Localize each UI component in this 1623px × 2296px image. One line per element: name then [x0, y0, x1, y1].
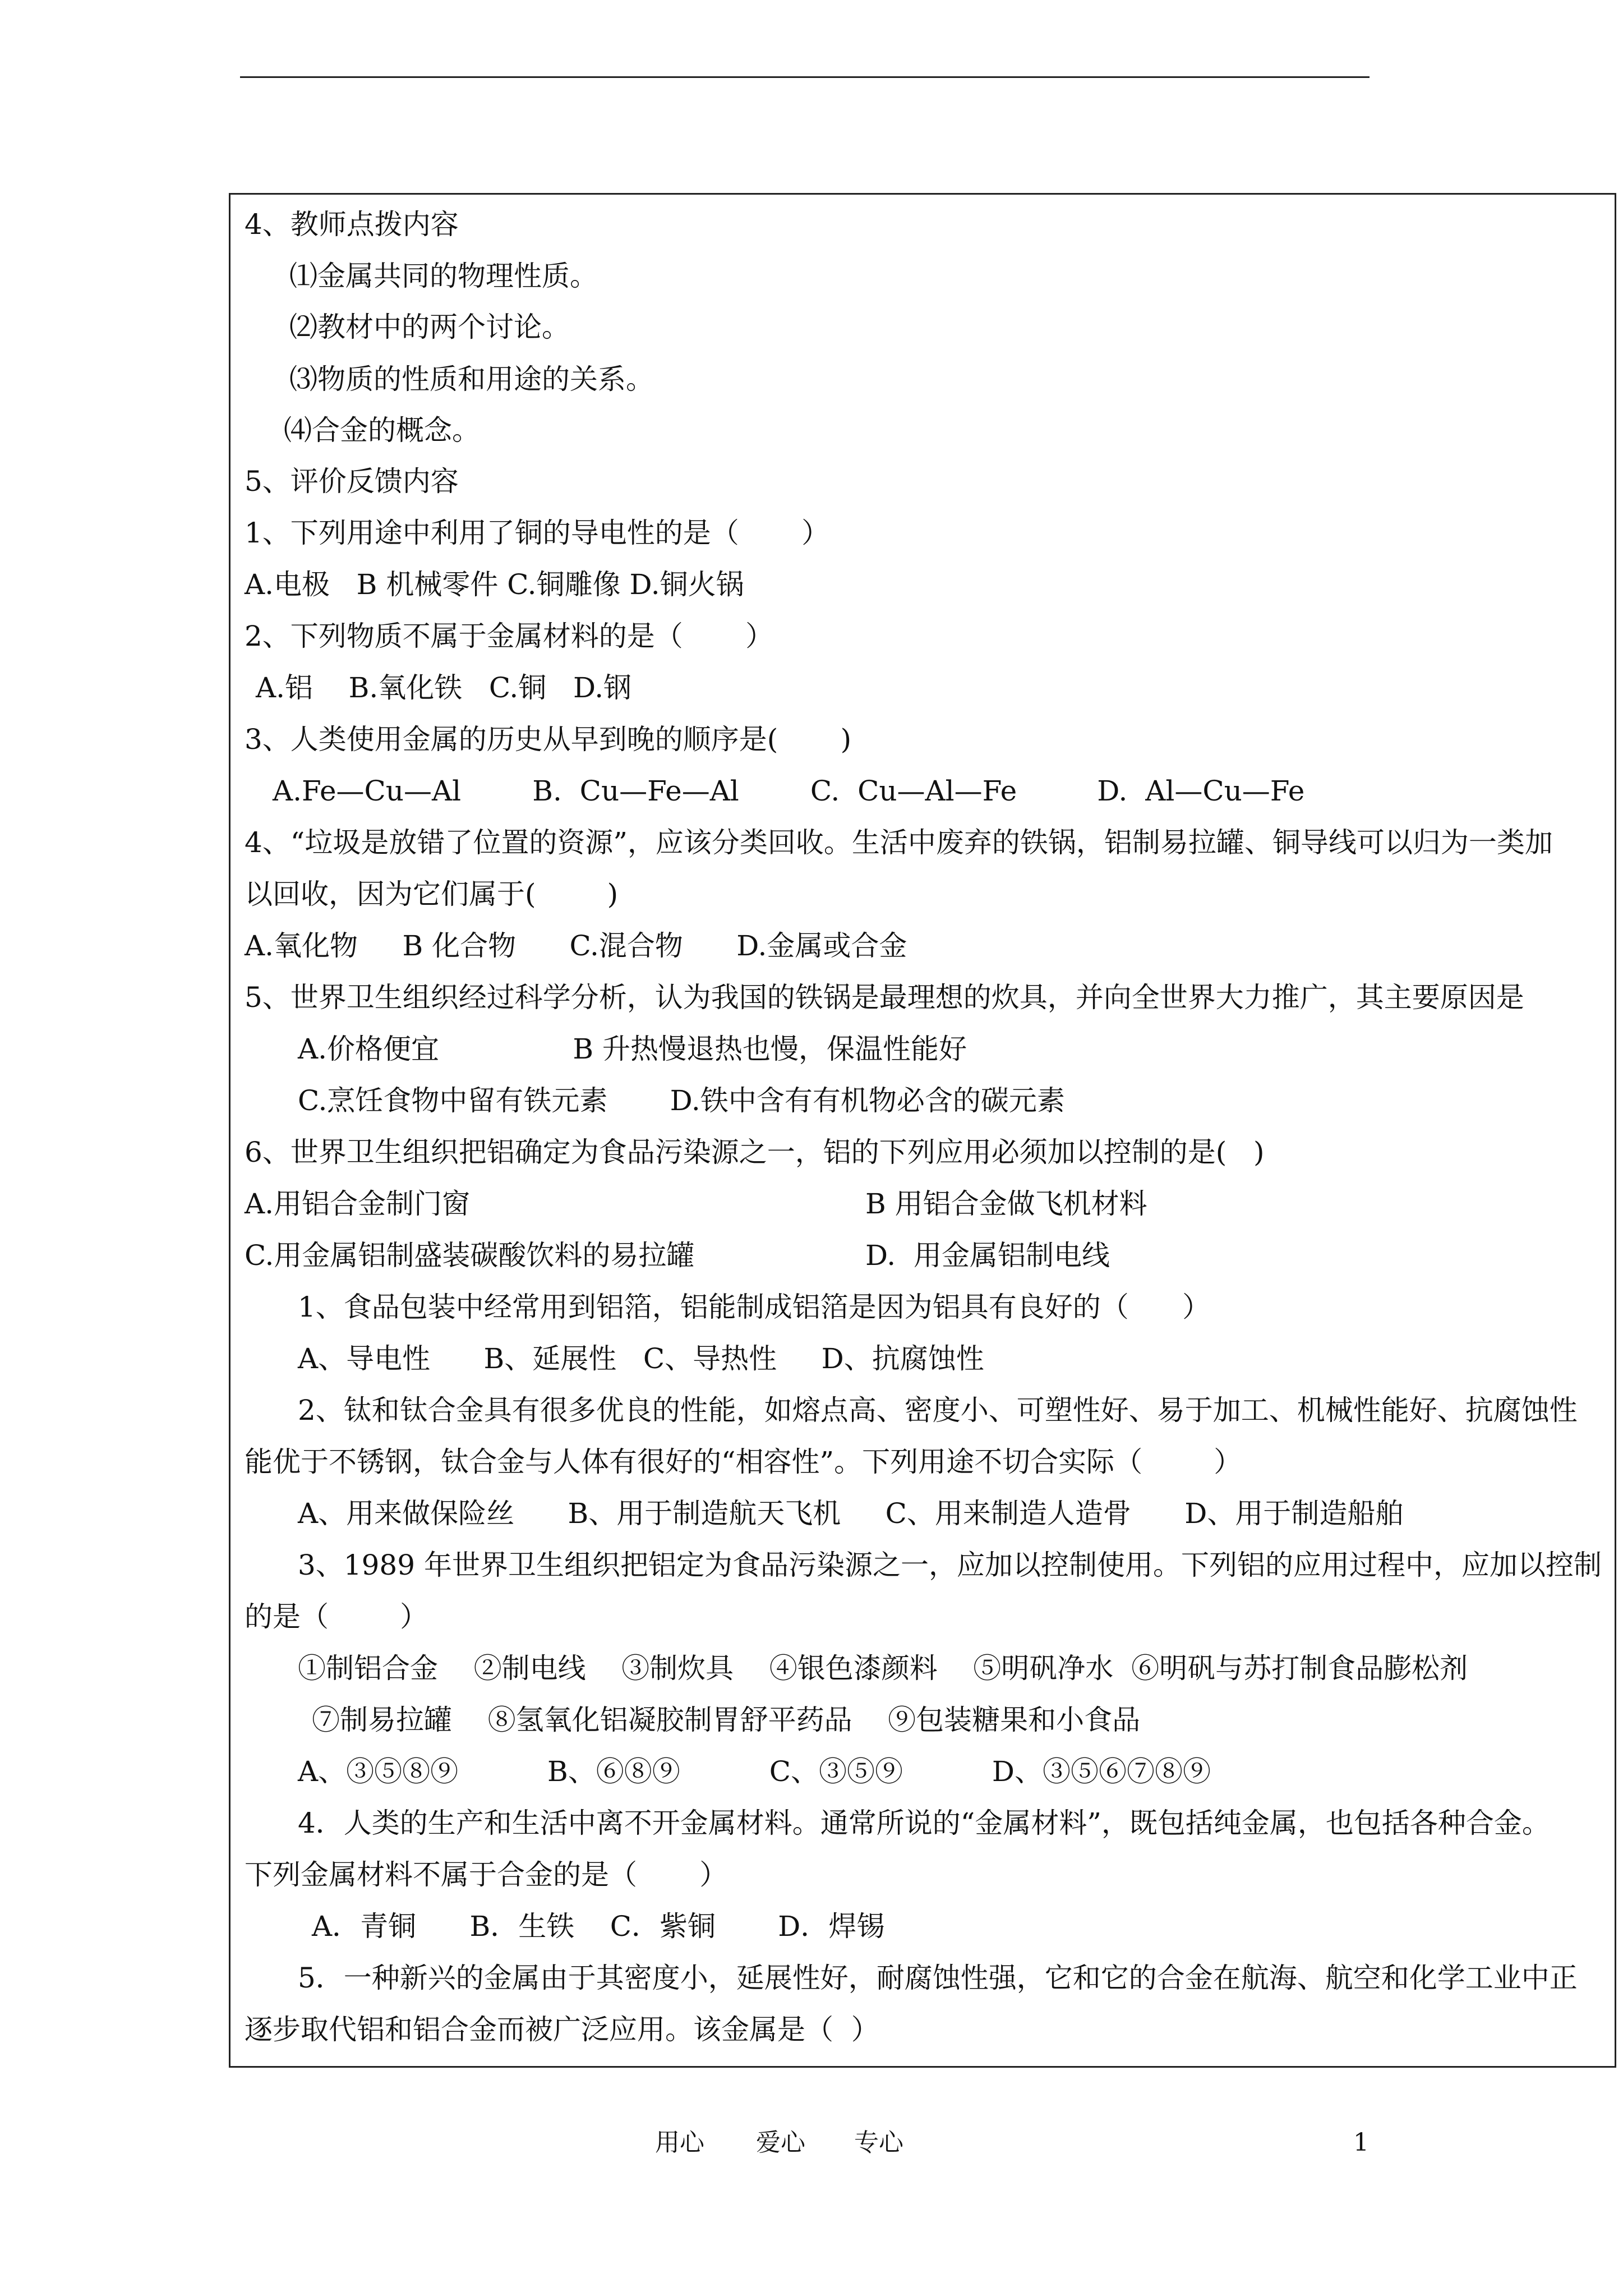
- options-line: A.Fe—Cu—Al B. Cu—Fe—Al C. Cu—Al—Fe D. Al—Cu—Fe: [273, 775, 1305, 807]
- question-line: 5．一种新兴的金属由于其密度小，延展性好，耐腐蚀性强，它和它的合金在航海、航空和化学工业中正: [298, 1962, 1578, 1994]
- question-line: 2、下列物质不属于金属材料的是（ ）: [245, 620, 774, 652]
- options-line: A、导电性 B、延展性 C、导热性 D、抗腐蚀性: [298, 1342, 984, 1375]
- section-heading-evaluation: 5、评价反馈内容: [245, 465, 459, 498]
- text-line: ⑶物质的性质和用途的关系。: [289, 363, 654, 395]
- text-line: ⑴金属共同的物理性质。: [289, 260, 598, 292]
- footer-motto-center: 爱心: [756, 2128, 805, 2157]
- options-line: A．青铜 B．生铁 C．紫铜 D．焊锡: [312, 1910, 885, 1943]
- question-line: 6、世界卫生组织把铝确定为食品污染源之一，铝的下列应用必须加以控制的是( ): [245, 1136, 1265, 1168]
- option-b: B 用铝合金做飞机材料: [865, 1188, 1147, 1220]
- items-line: ①制铝合金 ②制电线 ③制炊具 ④银色漆颜料 ⑤明矾净水 ⑥明矾与苏打制食品膨松剂: [298, 1652, 1468, 1685]
- question-line: 的是（ ）: [245, 1600, 428, 1633]
- question-line: 3、1989 年世界卫生组织把铝定为食品污染源之一，应加以控制使用。下列铝的应用过程中，应加以控制: [298, 1549, 1602, 1581]
- options-line: C.烹饪食物中留有铁元素 D.铁中含有有机物必含的碳元素: [298, 1084, 1065, 1117]
- options-line: A、用来做保险丝 B、用于制造航天飞机 C、用来制造人造骨 D、用于制造船舶: [298, 1497, 1404, 1530]
- items-line: ⑦制易拉罐 ⑧氢氧化铝凝胶制胃舒平药品 ⑨包装糖果和小食品: [312, 1704, 1141, 1736]
- question-line: 2、钛和钛合金具有很多优良的性能，如熔点高、密度小、可塑性好、易于加工、机械性能好、抗腐蚀性: [298, 1394, 1578, 1427]
- options-line: A.氧化物 B 化合物 C.混合物 D.金属或合金: [245, 930, 907, 962]
- question-line: 以回收，因为它们属于( ): [245, 878, 619, 910]
- page-number: 1: [1353, 2128, 1369, 2157]
- options-line: A、③⑤⑧⑨ B、⑥⑧⑨ C、③⑤⑨ D、③⑤⑥⑦⑧⑨: [298, 1755, 1211, 1788]
- option-a: A.用铝合金制门窗: [245, 1188, 471, 1220]
- question-line: 逐步取代铝和铝合金而被广泛应用。该金属是（ ）: [245, 2013, 879, 2046]
- text-line: ⑵教材中的两个讨论。: [289, 311, 570, 343]
- footer-motto-right: 专心: [854, 2128, 903, 2157]
- section-heading-teacher-guidance: 4、教师点拨内容: [245, 208, 459, 241]
- question-line: 下列金属材料不属于合金的是（ ）: [245, 1858, 728, 1891]
- question-line: 4．人类的生产和生活中离不开金属材料。通常所说的“金属材料”，既包括纯金属，也包括各种合金。: [298, 1807, 1550, 1839]
- question-line: 5、世界卫生组织经过科学分析，认为我国的铁锅是最理想的炊具，并向全世界大力推广，其主要原因是: [245, 981, 1524, 1014]
- question-line: 4、“垃圾是放错了位置的资源”，应该分类回收。生活中废弃的铁锅，铝制易拉罐、铜导线可以归为一类加: [245, 826, 1553, 859]
- options-line: A.电极 B 机械零件 C.铜雕像 D.铜火锅: [245, 568, 744, 601]
- question-line: 能优于不锈钢，钛合金与人体有很好的“相容性”。下列用途不切合实际（ ）: [245, 1446, 1242, 1478]
- footer-motto-left: 用心: [655, 2128, 704, 2157]
- options-line: A.铝 B.氧化铁 C.铜 D.钢: [256, 671, 632, 704]
- question-line: 3、人类使用金属的历史从早到晚的顺序是( ): [245, 723, 852, 756]
- question-line: 1、食品包装中经常用到铝箔，铝能制成铝箔是因为铝具有良好的（ ）: [298, 1291, 1211, 1323]
- options-line: A.价格便宜 B 升热慢退热也慢，保温性能好: [298, 1033, 967, 1065]
- option-d: D. 用金属铝制电线: [865, 1239, 1110, 1272]
- question-line: 1、下列用途中利用了铜的导电性的是（ ）: [245, 517, 830, 549]
- option-c: C.用金属铝制盛装碳酸饮料的易拉罐: [245, 1239, 695, 1272]
- text-line: ⑷合金的概念。: [284, 414, 480, 447]
- header-rule: [240, 76, 1370, 78]
